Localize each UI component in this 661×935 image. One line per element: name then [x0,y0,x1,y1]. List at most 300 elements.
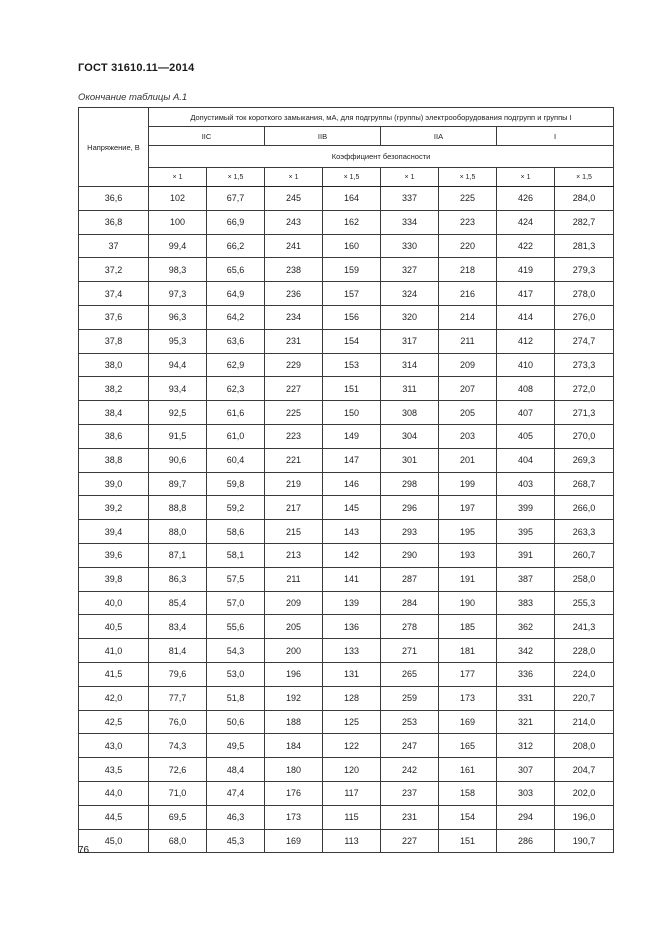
current-cell: 184 [265,734,323,758]
current-cell: 271 [381,639,439,663]
current-cell: 247 [381,734,439,758]
current-cell: 324 [381,282,439,306]
current-cell: 59,2 [207,496,265,520]
current-cell: 403 [497,472,555,496]
current-cell: 311 [381,377,439,401]
current-cell: 408 [497,377,555,401]
voltage-cell: 37,6 [79,305,149,329]
page-number: 76 [78,845,90,856]
current-cell: 156 [323,305,381,329]
current-cell: 67,7 [207,187,265,211]
current-cell: 81,4 [149,639,207,663]
voltage-cell: 43,0 [79,734,149,758]
current-cell: 71,0 [149,781,207,805]
current-cell: 86,3 [149,567,207,591]
current-cell: 317 [381,329,439,353]
current-cell: 213 [265,543,323,567]
current-cell: 76,0 [149,710,207,734]
current-cell: 151 [439,829,497,853]
current-cell: 290 [381,543,439,567]
multiplier-header: × 1 [149,168,207,187]
current-cell: 160 [323,234,381,258]
table-row [79,210,614,234]
current-cell: 158 [439,781,497,805]
current-cell: 330 [381,234,439,258]
table-row [79,472,614,496]
current-cell: 125 [323,710,381,734]
current-cell: 259 [381,686,439,710]
current-cell: 164 [323,187,381,211]
table-row [79,710,614,734]
current-cell: 208,0 [555,734,614,758]
current-cell: 273,3 [555,353,614,377]
current-cell: 185 [439,615,497,639]
current-cell: 54,3 [207,639,265,663]
current-cell: 64,2 [207,305,265,329]
table-row [79,639,614,663]
current-cell: 96,3 [149,305,207,329]
current-cell: 217 [265,496,323,520]
current-cell: 399 [497,496,555,520]
voltage-cell: 39,0 [79,472,149,496]
current-cell: 271,3 [555,401,614,425]
current-cell: 49,5 [207,734,265,758]
current-cell: 266,0 [555,496,614,520]
current-cell: 278 [381,615,439,639]
current-cell: 50,6 [207,710,265,734]
current-cell: 72,6 [149,758,207,782]
current-cell: 241 [265,234,323,258]
current-cell: 211 [439,329,497,353]
current-cell: 51,8 [207,686,265,710]
current-cell: 83,4 [149,615,207,639]
current-cell: 173 [265,805,323,829]
current-cell: 294 [497,805,555,829]
current-cell: 229 [265,353,323,377]
current-cell: 426 [497,187,555,211]
voltage-cell: 38,0 [79,353,149,377]
current-cell: 74,3 [149,734,207,758]
current-cell: 228,0 [555,639,614,663]
current-cell: 154 [439,805,497,829]
current-cell: 45,3 [207,829,265,853]
table-row [79,591,614,615]
current-cell: 177 [439,662,497,686]
voltage-cell: 41,0 [79,639,149,663]
table-row [79,781,614,805]
current-cell: 61,0 [207,424,265,448]
group-header-iic: IIC [149,127,265,146]
current-cell: 200 [265,639,323,663]
current-cell: 95,3 [149,329,207,353]
table-body [79,187,614,853]
current-cell: 201 [439,448,497,472]
current-cell: 268,7 [555,472,614,496]
table-row [79,424,614,448]
current-cell: 242 [381,758,439,782]
current-cell: 165 [439,734,497,758]
current-cell: 59,8 [207,472,265,496]
current-cell: 191 [439,567,497,591]
current-cell: 115 [323,805,381,829]
table-row [79,734,614,758]
current-cell: 258,0 [555,567,614,591]
table-row [79,520,614,544]
voltage-cell: 37,4 [79,282,149,306]
current-cell: 314 [381,353,439,377]
current-cell: 220,7 [555,686,614,710]
voltage-cell: 36,6 [79,187,149,211]
current-cell: 66,9 [207,210,265,234]
voltage-cell: 39,6 [79,543,149,567]
current-cell: 113 [323,829,381,853]
current-cell: 227 [265,377,323,401]
current-cell: 193 [439,543,497,567]
current-cell: 196,0 [555,805,614,829]
table-row [79,401,614,425]
voltage-cell: 38,2 [79,377,149,401]
table-row [79,543,614,567]
multiplier-header: × 1,5 [323,168,381,187]
current-cell: 260,7 [555,543,614,567]
current-cell: 150 [323,401,381,425]
current-cell: 383 [497,591,555,615]
table-row [79,829,614,853]
current-cell: 414 [497,305,555,329]
group-header-iia: IIA [381,127,497,146]
current-cell: 215 [265,520,323,544]
current-cell: 237 [381,781,439,805]
current-cell: 234 [265,305,323,329]
current-cell: 199 [439,472,497,496]
current-cell: 253 [381,710,439,734]
current-cell: 404 [497,448,555,472]
current-cell: 57,5 [207,567,265,591]
current-cell: 58,6 [207,520,265,544]
voltage-cell: 40,0 [79,591,149,615]
voltage-cell: 39,2 [79,496,149,520]
voltage-cell: 45,0 [79,829,149,853]
current-cell: 327 [381,258,439,282]
voltage-cell: 39,4 [79,520,149,544]
current-cell: 48,4 [207,758,265,782]
current-cell: 151 [323,377,381,401]
table-row [79,805,614,829]
current-cell: 117 [323,781,381,805]
current-cell: 142 [323,543,381,567]
current-cell: 304 [381,424,439,448]
table-row [79,329,614,353]
current-cell: 342 [497,639,555,663]
current-cell: 412 [497,329,555,353]
current-cell: 221 [265,448,323,472]
current-cell: 307 [497,758,555,782]
current-cell: 88,8 [149,496,207,520]
multiplier-header: × 1 [265,168,323,187]
current-cell: 405 [497,424,555,448]
current-cell: 424 [497,210,555,234]
table-row [79,377,614,401]
current-cell: 205 [439,401,497,425]
current-cell: 284,0 [555,187,614,211]
current-cell: 176 [265,781,323,805]
current-cell: 417 [497,282,555,306]
current-cell: 219 [265,472,323,496]
current-cell: 286 [497,829,555,853]
voltage-cell: 36,8 [79,210,149,234]
current-cell: 139 [323,591,381,615]
current-cell: 387 [497,567,555,591]
current-cell: 223 [439,210,497,234]
current-cell: 204,7 [555,758,614,782]
current-cell: 407 [497,401,555,425]
voltage-column-header: Напряжение, В [79,108,149,187]
current-cell: 128 [323,686,381,710]
current-cell: 296 [381,496,439,520]
current-cell: 65,6 [207,258,265,282]
current-cell: 77,7 [149,686,207,710]
current-cell: 98,3 [149,258,207,282]
current-cell: 169 [265,829,323,853]
current-cell: 196 [265,662,323,686]
current-cell: 88,0 [149,520,207,544]
voltage-cell: 44,5 [79,805,149,829]
current-cell: 57,0 [207,591,265,615]
current-cell: 276,0 [555,305,614,329]
current-cell: 321 [497,710,555,734]
table-row [79,258,614,282]
voltage-cell: 38,6 [79,424,149,448]
current-cell: 79,6 [149,662,207,686]
current-cell: 47,4 [207,781,265,805]
current-cell: 180 [265,758,323,782]
current-cell: 223 [265,424,323,448]
current-cell: 153 [323,353,381,377]
current-cell: 190 [439,591,497,615]
current-cell: 225 [265,401,323,425]
current-cell: 274,7 [555,329,614,353]
current-cell: 120 [323,758,381,782]
current-cell: 331 [497,686,555,710]
current-cell: 97,3 [149,282,207,306]
current-cell: 192 [265,686,323,710]
current-cell: 69,5 [149,805,207,829]
group-header-i: I [497,127,614,146]
current-cell: 279,3 [555,258,614,282]
table-row [79,282,614,306]
current-cell: 62,3 [207,377,265,401]
current-cell: 207 [439,377,497,401]
current-cell: 61,6 [207,401,265,425]
current-cell: 190,7 [555,829,614,853]
table-row [79,615,614,639]
current-cell: 89,7 [149,472,207,496]
voltage-cell: 37,8 [79,329,149,353]
current-cell: 422 [497,234,555,258]
current-cell: 147 [323,448,381,472]
multiplier-header: × 1,5 [207,168,265,187]
current-cell: 255,3 [555,591,614,615]
current-cell: 391 [497,543,555,567]
current-cell: 145 [323,496,381,520]
current-cell: 99,4 [149,234,207,258]
current-cell: 209 [265,591,323,615]
current-cell: 154 [323,329,381,353]
current-cell: 301 [381,448,439,472]
voltage-cell: 39,8 [79,567,149,591]
current-cell: 188 [265,710,323,734]
current-cell: 64,9 [207,282,265,306]
current-cell: 419 [497,258,555,282]
current-cell: 90,6 [149,448,207,472]
current-cell: 93,4 [149,377,207,401]
current-cell: 238 [265,258,323,282]
current-cell: 173 [439,686,497,710]
table-row [79,353,614,377]
safety-factor-header: Коэффициент безопасности [149,146,614,168]
current-cell: 336 [497,662,555,686]
current-cell: 62,9 [207,353,265,377]
current-cell: 225 [439,187,497,211]
current-cell: 281,3 [555,234,614,258]
current-column-header: Допустимый ток короткого замыкания, мА, для подгруппы (группы) электрооборудования подгрупп и группы I [149,108,614,127]
current-cell: 68,0 [149,829,207,853]
current-cell: 231 [381,805,439,829]
current-cell: 224,0 [555,662,614,686]
current-cell: 66,2 [207,234,265,258]
current-cell: 216 [439,282,497,306]
current-cell: 100 [149,210,207,234]
table-row [79,496,614,520]
table-row [79,448,614,472]
current-cell: 181 [439,639,497,663]
current-cell: 243 [265,210,323,234]
voltage-cell: 37,2 [79,258,149,282]
current-cell: 143 [323,520,381,544]
voltage-cell: 40,5 [79,615,149,639]
current-cell: 46,3 [207,805,265,829]
current-cell: 205 [265,615,323,639]
current-cell: 169 [439,710,497,734]
current-cell: 92,5 [149,401,207,425]
current-cell: 236 [265,282,323,306]
voltage-cell: 43,5 [79,758,149,782]
multiplier-header: × 1,5 [439,168,497,187]
group-header-iib: IIB [265,127,381,146]
current-cell: 91,5 [149,424,207,448]
current-cell: 63,6 [207,329,265,353]
table-row [79,686,614,710]
current-cell: 136 [323,615,381,639]
multiplier-header: × 1 [497,168,555,187]
voltage-cell: 41,5 [79,662,149,686]
current-cell: 214,0 [555,710,614,734]
data-table [78,107,614,853]
table-row [79,758,614,782]
current-cell: 227 [381,829,439,853]
current-cell: 133 [323,639,381,663]
current-cell: 282,7 [555,210,614,234]
voltage-cell: 38,4 [79,401,149,425]
current-cell: 53,0 [207,662,265,686]
current-cell: 209 [439,353,497,377]
current-cell: 218 [439,258,497,282]
current-cell: 94,4 [149,353,207,377]
current-cell: 102 [149,187,207,211]
current-cell: 157 [323,282,381,306]
current-cell: 303 [497,781,555,805]
multiplier-header: × 1,5 [555,168,614,187]
current-cell: 195 [439,520,497,544]
current-cell: 269,3 [555,448,614,472]
current-cell: 263,3 [555,520,614,544]
current-cell: 159 [323,258,381,282]
current-cell: 272,0 [555,377,614,401]
current-cell: 141 [323,567,381,591]
current-cell: 149 [323,424,381,448]
current-cell: 161 [439,758,497,782]
current-cell: 211 [265,567,323,591]
current-cell: 87,1 [149,543,207,567]
current-cell: 60,4 [207,448,265,472]
current-cell: 293 [381,520,439,544]
current-cell: 410 [497,353,555,377]
current-cell: 245 [265,187,323,211]
voltage-cell: 42,5 [79,710,149,734]
current-cell: 55,6 [207,615,265,639]
voltage-cell: 42,0 [79,686,149,710]
current-cell: 308 [381,401,439,425]
current-cell: 362 [497,615,555,639]
voltage-cell: 44,0 [79,781,149,805]
current-cell: 214 [439,305,497,329]
table-row [79,187,614,211]
current-cell: 202,0 [555,781,614,805]
current-cell: 287 [381,567,439,591]
current-cell: 220 [439,234,497,258]
current-cell: 162 [323,210,381,234]
current-cell: 241,3 [555,615,614,639]
multiplier-header: × 1 [381,168,439,187]
current-cell: 334 [381,210,439,234]
current-cell: 231 [265,329,323,353]
voltage-cell: 37 [79,234,149,258]
current-cell: 146 [323,472,381,496]
current-cell: 312 [497,734,555,758]
current-cell: 337 [381,187,439,211]
current-cell: 122 [323,734,381,758]
current-cell: 131 [323,662,381,686]
current-cell: 320 [381,305,439,329]
table-row [79,305,614,329]
current-cell: 298 [381,472,439,496]
table-row [79,567,614,591]
voltage-cell: 38,8 [79,448,149,472]
current-cell: 203 [439,424,497,448]
current-cell: 270,0 [555,424,614,448]
current-cell: 265 [381,662,439,686]
document-header: ГОСТ 31610.11—2014 [78,62,195,74]
current-cell: 278,0 [555,282,614,306]
current-cell: 284 [381,591,439,615]
current-cell: 85,4 [149,591,207,615]
table-row [79,662,614,686]
current-cell: 197 [439,496,497,520]
current-cell: 58,1 [207,543,265,567]
table-row [79,234,614,258]
table-caption: Окончание таблицы А.1 [78,92,188,103]
current-cell: 395 [497,520,555,544]
